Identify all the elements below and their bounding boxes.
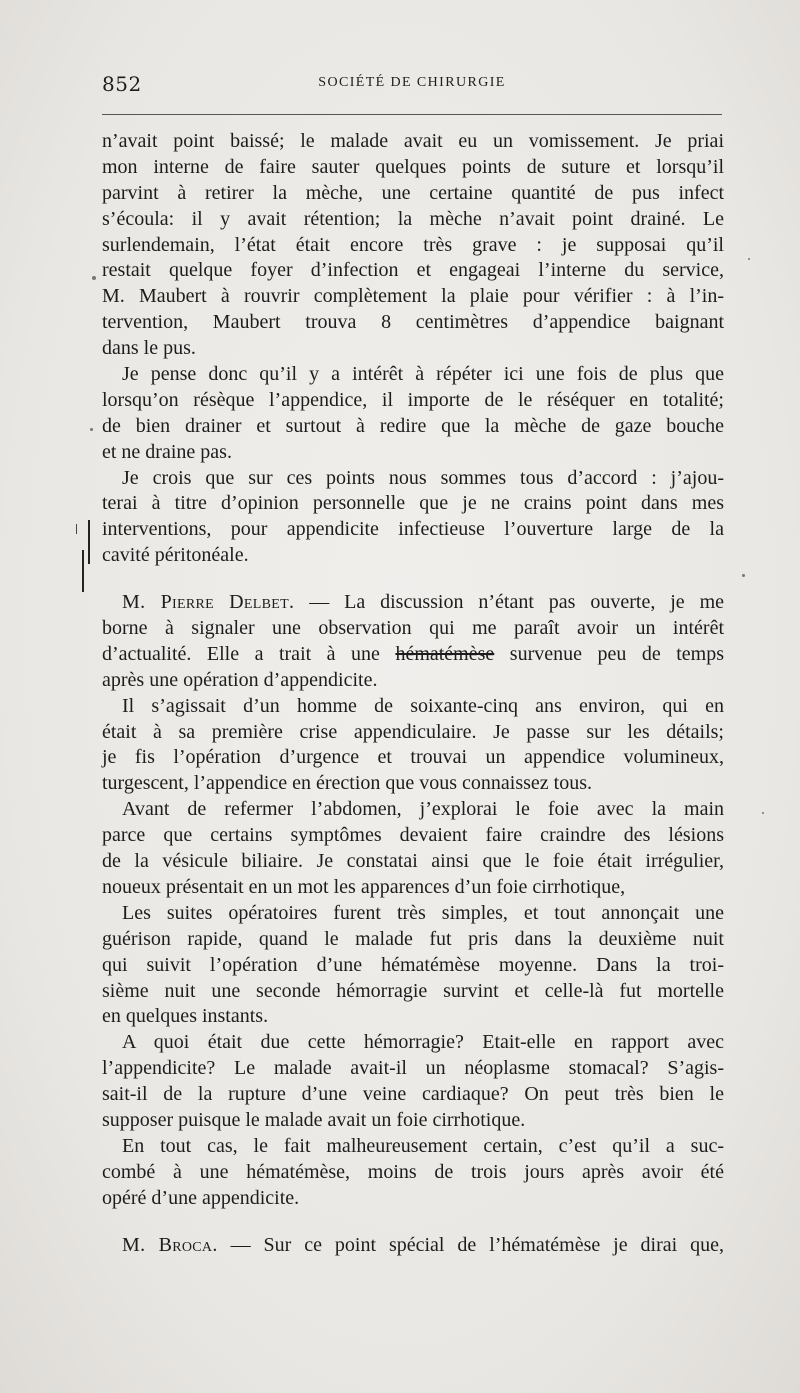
text-line: n’avait point baissé; le malade avait eu un vomissement. Je priai xyxy=(102,130,724,152)
text-line: parce que certains symptômes devaient faire craindre des lésions xyxy=(102,824,724,847)
text-line: supposer puisque le malade avait un foie cirrhotique. xyxy=(102,1108,526,1131)
speaker-name: M. Pierre Delbet. xyxy=(122,591,295,614)
struck-word: hématémèse xyxy=(395,642,495,665)
text-line: surlendemain, l’état était encore très grave : je supposai qu’il xyxy=(102,233,724,256)
text-line: après une opération d’appendicite. xyxy=(102,668,378,691)
text-fragment: — La discussion n’étant pas ouverte, je me xyxy=(309,591,725,614)
text-line: l’appendicite? Le malade avait-il un néoplasme stomacal? S’agis- xyxy=(102,1057,724,1080)
page-number: 852 xyxy=(102,72,142,96)
paper-speck xyxy=(92,276,96,280)
text-fragment: survenue peu de temps xyxy=(509,642,724,665)
text-fragment: d’actualité. Elle a trait à une xyxy=(102,642,380,665)
page-header xyxy=(102,72,722,96)
text-line: s’écoula: il y avait rétention; la mèche n’avait point drainé. Le xyxy=(102,207,724,230)
margin-pencil-mark xyxy=(76,524,77,534)
text-line-with-correction xyxy=(102,642,724,668)
text-line: cavité péritonéale. xyxy=(102,544,249,567)
text-line: Il s’agissait d’un homme de soixante-cinq ans environ, qui en xyxy=(122,694,724,717)
text-line: dans le pus. xyxy=(102,337,196,360)
text-line: Les suites opératoires furent très simples, et tout annonçait une xyxy=(122,901,724,924)
text-line: de la vésicule biliaire. Je constatai ainsi que le foie était irrégulier, xyxy=(102,850,724,873)
text-line: A quoi était due cette hémorragie? Etait-elle en rapport avec xyxy=(122,1031,724,1054)
text-line: de bien drainer et surtout à redire que la mèche de gaze bouche xyxy=(102,414,724,437)
text-line: combé à une hématémèse, moins de trois jours après avoir été xyxy=(102,1160,724,1183)
text-line: Je pense donc qu’il y a intérêt à répéter ici une fois de plus que xyxy=(122,363,724,386)
text-line: et ne draine pas. xyxy=(102,440,232,463)
text-line: mon interne de faire sauter quelques points de suture et lorsqu’il xyxy=(102,155,724,178)
text-line: restait quelque foyer d’infection et engageai l’interne du service, xyxy=(102,259,724,282)
text-line: était à sa première crise appendiculaire. Je passe sur les détails; xyxy=(102,720,724,743)
margin-pencil-mark xyxy=(88,520,90,564)
text-line: tervention, Maubert trouva 8 centimètres d’appendice baignant xyxy=(102,311,724,334)
text-line: En tout cas, le fait malheureusement certain, c’est qu’il a suc- xyxy=(122,1134,724,1157)
text-line: turgescent, l’appendice en érection que vous connaissez tous. xyxy=(102,772,593,795)
text-line-speaker-broca xyxy=(102,1233,724,1259)
text-line: lorsqu’on résèque l’appendice, il importe de le réséquer en totalité; xyxy=(102,388,724,411)
text-line: terai à titre d’opinion personnelle que je ne crains point dans mes xyxy=(102,492,724,515)
text-line: parvint à retirer la mèche, une certaine quantité de pus infect xyxy=(102,181,724,204)
text-line: Avant de refermer l’abdomen, j’explorai le foie avec la main xyxy=(122,798,724,821)
text-fragment: — Sur ce point spécial de l’hématémèse je dirai que, xyxy=(230,1233,724,1256)
text-line: Je crois que sur ces points nous sommes tous d’accord : j’ajou- xyxy=(122,466,724,489)
text-line: sième nuit une seconde hémorragie survint et celle-là fut mortelle xyxy=(102,979,724,1002)
running-head: SOCIÉTÉ DE CHIRURGIE xyxy=(318,75,506,90)
text-line: noueux présentait en un mot les apparences d’un foie cirrhotique, xyxy=(102,875,626,898)
text-line: qui suivit l’opération d’une hématémèse moyenne. Dans la troi- xyxy=(102,953,724,976)
text-line: en quelques instants. xyxy=(102,1005,269,1028)
text-line: je fis l’opération d’urgence et trouvai un appendice volumineux, xyxy=(102,746,724,769)
section-gap xyxy=(102,1212,724,1233)
paper-speck xyxy=(762,812,764,814)
section-gap xyxy=(102,569,724,590)
text-line: sait-il de la rupture d’une veine cardiaque? On peut très bien le xyxy=(102,1083,724,1106)
body-text xyxy=(102,129,724,1258)
header-rule xyxy=(102,114,722,115)
speaker-name: M. Broca. xyxy=(122,1233,218,1256)
paper-speck xyxy=(748,258,750,260)
text-line-speaker-delbet xyxy=(102,590,724,616)
text-line: opéré d’une appendicite. xyxy=(102,1186,300,1209)
paper-speck xyxy=(742,574,745,577)
text-line: interventions, pour appendicite infectieuse l’ouverture large de la xyxy=(102,518,724,541)
margin-pencil-mark xyxy=(82,550,84,592)
text-line: guérison rapide, quand le malade fut pris dans la deuxième nuit xyxy=(102,927,724,950)
text-line: borne à signaler une observation qui me paraît avoir un intérêt xyxy=(102,617,724,640)
paper-speck xyxy=(90,428,93,431)
text-line: M. Maubert à rouvrir complètement la plaie pour vérifier : à l’in- xyxy=(102,285,724,308)
